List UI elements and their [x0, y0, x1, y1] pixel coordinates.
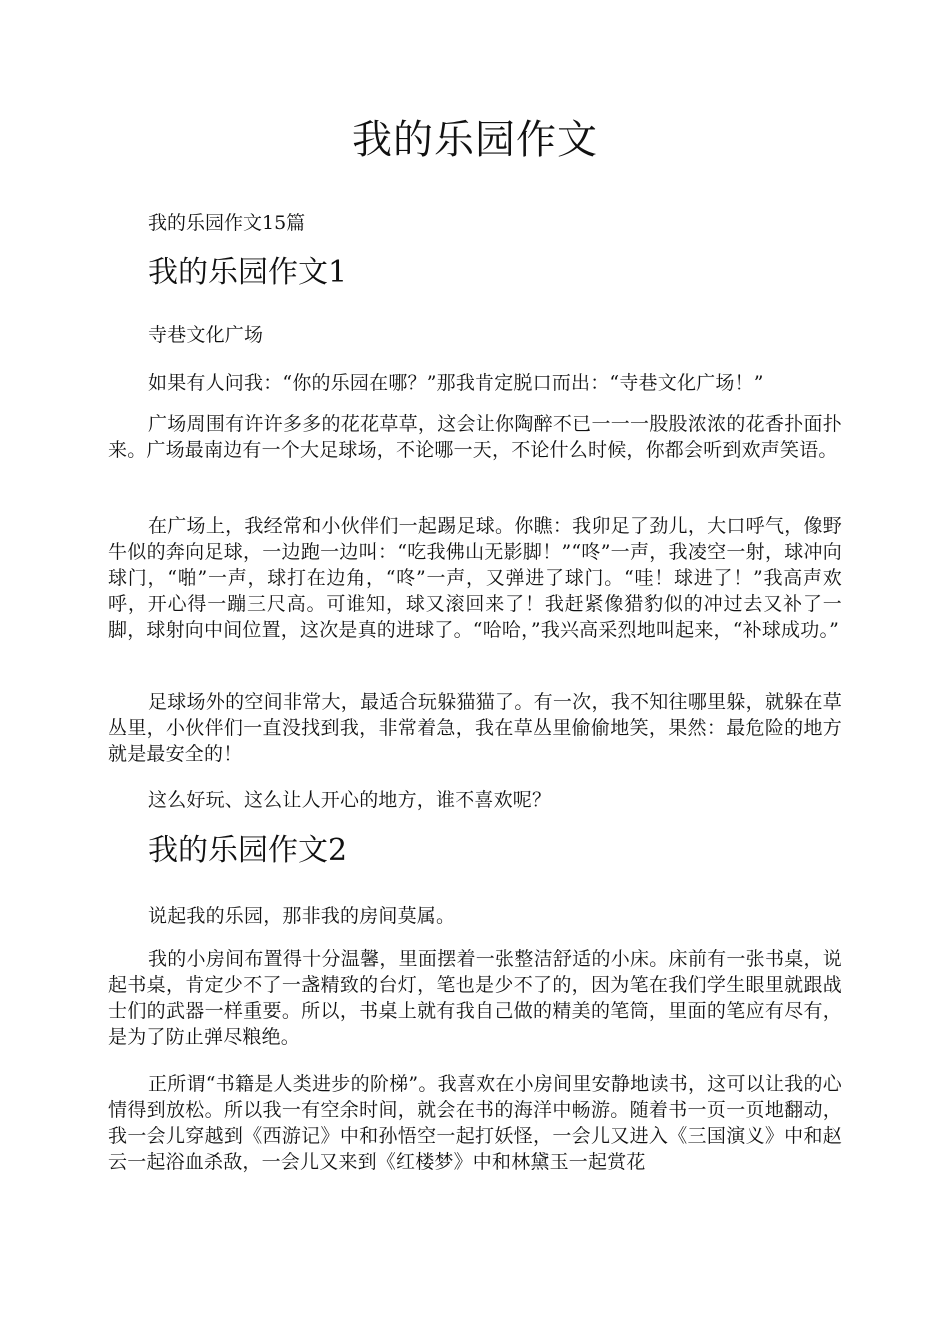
section-1-paragraph-1: 寺巷文化广场 — [148, 324, 264, 346]
section-2-paragraph-2: 我的小房间布置得十分温馨，里面摆着一张整洁舒适的小床。床前有一张书桌，说起书桌，肯定少不了一盏精致的台灯，笔也是少不了的，因为笔在我们学生眼里就跟战士们的武器一样重要。所以，书桌上就有我自己做的精美的笔筒，里面的笔应有尽有，是为了防止弹尽粮绝。 — [108, 948, 842, 1048]
section-1-paragraph-6: 这么好玩、这么让人开心的地方，谁不喜欢呢？ — [148, 789, 552, 811]
section-2-paragraph-3: 正所谓“书籍是人类进步的阶梯”。我喜欢在小房间里安静地读书，这可以让我的心情得到放松。所以我一有空余时间，就会在书的海洋中畅游。随着书一页一页地翻动，我一会儿穿越到《西游记》中和孙悟空一起打妖怪，一会儿又进入《三国演义》中和赵云一起浴血杀敌，一会儿又来到《红楼梦》中和林黛玉一起赏花 — [108, 1073, 842, 1173]
section-1-paragraph-3: 广场周围有许许多多的花花草草，这会让你陶醉不已一一一股股浓浓的花香扑面扑来。广场最南边有一个大足球场，不论哪一天，不论什么时候，你都会听到欢声笑语。 — [108, 413, 842, 461]
document-subtitle: 我的乐园作文15篇 — [148, 212, 306, 234]
section-heading-1: 我的乐园作文1 — [148, 255, 348, 290]
section-1-paragraph-4: 在广场上，我经常和小伙伴们一起踢足球。你瞧：我卯足了劲儿，大口呼气，像野牛似的奔向足球，一边跑一边叫：“吃我佛山无影脚！”“咚”一声，我凌空一射，球冲向球门，“啪”一声，球打在边角，“咚”一声，又弹进了球门。“哇！球进了！”我高声欢呼，开心得一蹦三尺高。可谁知，球又滚回来了！我赶紧像猎豹似的冲过去又补了一脚，球射向中间位置，这次是真的进球了。“哈哈，”我兴高采烈地叫起来，“补球成功。” — [108, 515, 842, 641]
section-1-paragraph-5: 足球场外的空间非常大，最适合玩躲猫猫了。有一次，我不知往哪里躲，就躲在草丛里，小伙伴们一直没找到我，非常着急，我在草丛里偷偷地笑，果然：最危险的地方就是最安全的！ — [108, 691, 842, 765]
section-2-paragraph-1: 说起我的乐园，那非我的房间莫属。 — [148, 905, 456, 927]
section-heading-2: 我的乐园作文2 — [148, 833, 348, 868]
document-title: 我的乐园作文 — [352, 117, 598, 163]
section-1-paragraph-2: 如果有人问我：“你的乐园在哪？”那我肯定脱口而出：“寺巷文化广场！” — [148, 372, 764, 394]
